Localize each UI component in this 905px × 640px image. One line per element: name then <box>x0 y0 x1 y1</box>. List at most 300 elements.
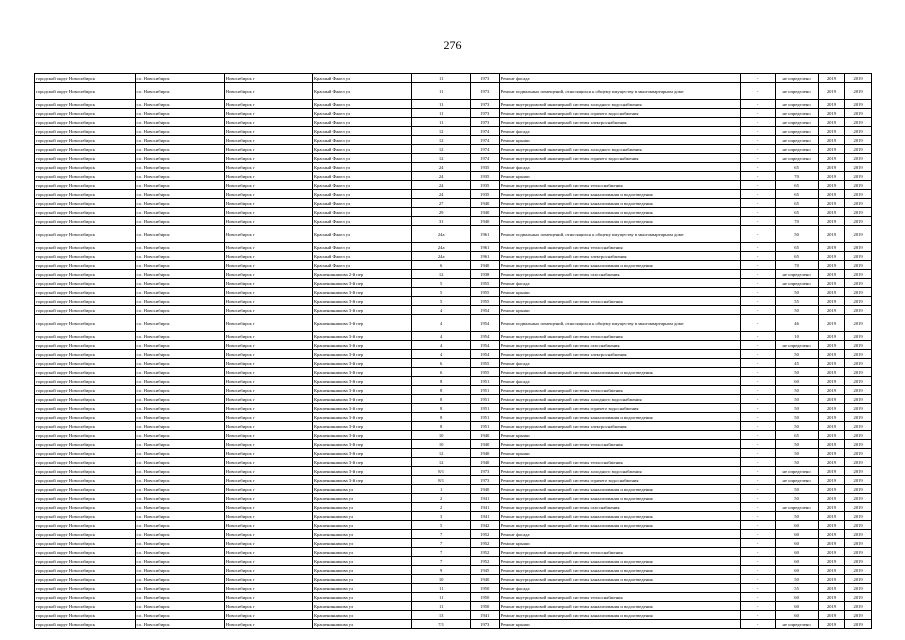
table-cell: городской округ Новосибирск <box>35 476 136 485</box>
table-cell: Красный Факел ул <box>312 181 411 190</box>
table-cell: городской округ Новосибирск <box>35 359 136 368</box>
table-cell: 1951 <box>470 386 499 395</box>
table-cell: 2019 <box>845 252 872 261</box>
table-cell: 60 <box>775 593 818 602</box>
table-cell: Ремонт внутридомовой инженерной системы теплоснабжения <box>499 386 740 395</box>
table-cell: 2019 <box>818 503 845 512</box>
table-cell: 1974 <box>470 127 499 136</box>
table-cell: 1961 <box>470 226 499 243</box>
table-cell: 1950 <box>470 593 499 602</box>
table-cell: городской округ Новосибирск <box>35 485 136 494</box>
table-cell: 2019 <box>845 226 872 243</box>
table-cell: 1973 <box>470 100 499 109</box>
table-cell: Новосибирск г <box>224 127 312 136</box>
table-cell: 2019 <box>818 359 845 368</box>
table-cell: Ремонт внутридомовой инженерной системы канализования и водоотведения <box>499 199 740 208</box>
table-cell: Крашенинникова 3-й пер <box>312 297 411 306</box>
table-cell: не определено <box>775 83 818 100</box>
table-cell: 2019 <box>845 341 872 350</box>
table-cell: Красный Факел ул <box>312 172 411 181</box>
table-cell: Красный Факел ул <box>312 145 411 154</box>
table-cell: - <box>740 584 775 593</box>
table-cell: 7 <box>412 557 470 566</box>
table-cell: Новосибирск г <box>224 154 312 163</box>
table-cell: городской округ Новосибирск <box>35 539 136 548</box>
table-cell: 2019 <box>845 494 872 503</box>
table-cell: Новосибирск г <box>224 602 312 611</box>
table-cell: Новосибирск г <box>224 136 312 145</box>
table-cell: 2019 <box>845 440 872 449</box>
table-cell: Новосибирск г <box>224 584 312 593</box>
table-cell: 24а <box>412 252 470 261</box>
table-cell: 50 <box>775 458 818 467</box>
table-cell: г.о. Новосибирск <box>135 350 224 359</box>
table-cell: Крашенинникова 3-й пер <box>312 377 411 386</box>
table-cell: Новосибирск г <box>224 611 312 620</box>
table-cell: 2019 <box>845 83 872 100</box>
table-cell: Новосибирск г <box>224 74 312 83</box>
table-cell: 1973 <box>470 620 499 629</box>
table-row <box>35 279 872 288</box>
table-cell: г.о. Новосибирск <box>135 485 224 494</box>
table-cell: 1954 <box>470 341 499 350</box>
table-cell: 60 <box>775 557 818 566</box>
table-cell: 29 <box>412 208 470 217</box>
table-row <box>35 252 872 261</box>
table-cell: 2019 <box>845 431 872 440</box>
table-cell: Ремонт подвальных помещений, относящихся к общему имуществу в многоквартирном доме <box>499 226 740 243</box>
table-cell: г.о. Новосибирск <box>135 620 224 629</box>
table-cell: - <box>740 83 775 100</box>
table-cell: - <box>740 136 775 145</box>
table-cell: 55 <box>775 297 818 306</box>
table-cell: Крашенинникова ул <box>312 575 411 584</box>
table-cell: Новосибирск г <box>224 575 312 584</box>
table-cell: Ремонт крыши <box>499 306 740 315</box>
table-cell: 2019 <box>845 449 872 458</box>
table-cell: не определено <box>775 154 818 163</box>
table-cell: г.о. Новосибирск <box>135 118 224 127</box>
table-cell: 60 <box>775 566 818 575</box>
table-cell: 1954 <box>470 306 499 315</box>
table-cell: 1941 <box>470 611 499 620</box>
table-cell: 2019 <box>818 440 845 449</box>
table-cell: городской округ Новосибирск <box>35 208 136 217</box>
table-row <box>35 190 872 199</box>
table-cell: г.о. Новосибирск <box>135 539 224 548</box>
table-cell: - <box>740 100 775 109</box>
table-cell: 2019 <box>845 217 872 226</box>
table-cell: Новосибирск г <box>224 404 312 413</box>
table-cell: Ремонт внутридомовой инженерной системы теплоснабжения <box>499 181 740 190</box>
table-cell: городской округ Новосибирск <box>35 341 136 350</box>
table-cell: 1952 <box>470 548 499 557</box>
table-cell: Крашенинникова ул <box>312 566 411 575</box>
table-cell: 65 <box>775 208 818 217</box>
table-cell: Крашенинникова 3-й пер <box>312 350 411 359</box>
table-cell: 24а <box>412 243 470 252</box>
table-cell: не определено <box>775 127 818 136</box>
table-cell: 2019 <box>845 270 872 279</box>
table-cell: 65 <box>775 431 818 440</box>
table-cell: г.о. Новосибирск <box>135 297 224 306</box>
table-cell: 2019 <box>845 575 872 584</box>
table-cell: Новосибирск г <box>224 449 312 458</box>
table-cell: 2019 <box>845 190 872 199</box>
table-cell: городской округ Новосибирск <box>35 217 136 226</box>
table-cell: Красный Факел ул <box>312 190 411 199</box>
table-cell: 11 <box>412 118 470 127</box>
table-cell: - <box>740 145 775 154</box>
table-row <box>35 404 872 413</box>
table-cell: 12 <box>412 458 470 467</box>
table-cell: 27 <box>412 199 470 208</box>
table-row <box>35 548 872 557</box>
table-cell: Ремонт крыши <box>499 136 740 145</box>
table-row <box>35 521 872 530</box>
table-cell: городской округ Новосибирск <box>35 172 136 181</box>
table-cell: Новосибирск г <box>224 100 312 109</box>
table-cell: 2019 <box>845 279 872 288</box>
table-cell: 2019 <box>845 288 872 297</box>
table-cell: Крашенинникова ул <box>312 593 411 602</box>
table-cell: 2019 <box>845 154 872 163</box>
table-cell: Новосибирск г <box>224 386 312 395</box>
table-cell: Ремонт крыши <box>499 539 740 548</box>
table-cell: 10 <box>775 332 818 341</box>
table-cell: - <box>740 602 775 611</box>
table-cell: 1954 <box>470 315 499 332</box>
table-cell: городской округ Новосибирск <box>35 431 136 440</box>
table-cell: 2019 <box>845 530 872 539</box>
table-cell: Новосибирск г <box>224 539 312 548</box>
table-cell: - <box>740 530 775 539</box>
table-cell: 1950 <box>470 602 499 611</box>
table-cell: 2019 <box>818 377 845 386</box>
table-cell: Ремонт внутридомовой инженерной системы канализования и водоотведения <box>499 208 740 217</box>
table-row <box>35 208 872 217</box>
table-cell: 2019 <box>818 557 845 566</box>
table-row <box>35 386 872 395</box>
table-cell: Ремонт внутридомовой инженерной системы теплоснабжения <box>499 458 740 467</box>
table-cell: Крашенинникова ул <box>312 584 411 593</box>
table-cell: 2019 <box>845 404 872 413</box>
table-cell: 8 <box>412 422 470 431</box>
table-row <box>35 512 872 521</box>
table-cell: 2019 <box>845 485 872 494</box>
table-cell: не определено <box>775 100 818 109</box>
table-cell: Новосибирск г <box>224 476 312 485</box>
table-cell: городской округ Новосибирск <box>35 306 136 315</box>
table-cell: Новосибирск г <box>224 413 312 422</box>
table-cell: - <box>740 154 775 163</box>
table-cell: г.о. Новосибирск <box>135 100 224 109</box>
table-cell: Новосибирск г <box>224 350 312 359</box>
table-cell: 12 <box>412 136 470 145</box>
table-cell: 31 <box>412 217 470 226</box>
table-cell: 2019 <box>818 163 845 172</box>
table-row <box>35 136 872 145</box>
table-cell: 1940 <box>470 440 499 449</box>
table-cell: 1952 <box>470 557 499 566</box>
table-cell: Красный Факел ул <box>312 74 411 83</box>
table-cell: 2019 <box>818 575 845 584</box>
table-cell: 2019 <box>818 431 845 440</box>
table-cell: Ремонт фасада <box>499 377 740 386</box>
table-cell: г.о. Новосибирск <box>135 306 224 315</box>
table-cell: 6 <box>412 368 470 377</box>
table-cell: 65 <box>775 243 818 252</box>
table-cell: Новосибирск г <box>224 566 312 575</box>
table-cell: Ремонт внутридомовой инженерной системы канализования и водоотведения <box>499 557 740 566</box>
table-cell: городской округ Новосибирск <box>35 566 136 575</box>
table-row <box>35 467 872 476</box>
table-cell: Ремонт фасада <box>499 279 740 288</box>
table-row <box>35 109 872 118</box>
table-cell: Крашенинникова 3-й пер <box>312 359 411 368</box>
table-cell: 1940 <box>470 199 499 208</box>
table-cell: 2019 <box>845 136 872 145</box>
table-cell: - <box>740 494 775 503</box>
table-cell: 24 <box>412 163 470 172</box>
table-cell: городской округ Новосибирск <box>35 422 136 431</box>
table-cell: Ремонт внутридомовой инженерной системы канализования и водоотведения <box>499 512 740 521</box>
table-cell: 2019 <box>818 74 845 83</box>
table-cell: 2019 <box>818 620 845 629</box>
table-cell: 2019 <box>818 306 845 315</box>
table-cell: Ремонт внутридомовой инженерной системы теплоснабжения <box>499 297 740 306</box>
table-cell: - <box>740 226 775 243</box>
table-cell: Крашенинникова ул <box>312 494 411 503</box>
table-cell: Новосибирск г <box>224 306 312 315</box>
table-cell: 50 <box>775 413 818 422</box>
table-cell: 2019 <box>845 74 872 83</box>
table-cell: 2019 <box>818 395 845 404</box>
table-cell: городской округ Новосибирск <box>35 548 136 557</box>
table-cell: городской округ Новосибирск <box>35 109 136 118</box>
table-cell: 2019 <box>818 297 845 306</box>
table-cell: 2019 <box>845 539 872 548</box>
table-cell: г.о. Новосибирск <box>135 136 224 145</box>
table-cell: 2019 <box>845 359 872 368</box>
table-cell: 2019 <box>818 288 845 297</box>
table-cell: 2019 <box>845 199 872 208</box>
table-cell: Ремонт внутридомовой инженерной системы электроснабжения <box>499 422 740 431</box>
table-cell: 1938 <box>470 270 499 279</box>
table-cell: Новосибирск г <box>224 377 312 386</box>
table-cell: 12 <box>412 270 470 279</box>
table-cell: не определено <box>775 620 818 629</box>
table-cell: Красный Факел ул <box>312 83 411 100</box>
table-cell: г.о. Новосибирск <box>135 109 224 118</box>
table-cell: городской округ Новосибирск <box>35 154 136 163</box>
table-row <box>35 440 872 449</box>
table-cell: г.о. Новосибирск <box>135 199 224 208</box>
table-cell: - <box>740 315 775 332</box>
table-cell: - <box>740 422 775 431</box>
table-cell: 7 <box>412 539 470 548</box>
table-cell: - <box>740 404 775 413</box>
table-cell: - <box>740 368 775 377</box>
table-row <box>35 127 872 136</box>
table-cell: г.о. Новосибирск <box>135 584 224 593</box>
table-cell: городской округ Новосибирск <box>35 226 136 243</box>
table-cell: Крашенинникова 3-й пер <box>312 395 411 404</box>
table-cell: - <box>740 279 775 288</box>
table-cell: 2019 <box>845 476 872 485</box>
table-cell: Крашенинникова ул <box>312 512 411 521</box>
table-cell: Ремонт внутридомовой инженерной системы канализования и водоотведения <box>499 190 740 199</box>
table-cell: 2019 <box>845 109 872 118</box>
table-cell: городской округ Новосибирск <box>35 386 136 395</box>
table-cell: Ремонт внутридомовой инженерной системы теплоснабжения <box>499 548 740 557</box>
table-cell: 1955 <box>470 368 499 377</box>
table-cell: городской округ Новосибирск <box>35 163 136 172</box>
table-cell: 2019 <box>845 332 872 341</box>
table-cell: г.о. Новосибирск <box>135 332 224 341</box>
table-cell: Новосибирск г <box>224 530 312 539</box>
table-cell: Ремонт внутридомовой инженерной системы горячего водоснабжения <box>499 154 740 163</box>
table-cell: 1954 <box>470 332 499 341</box>
table-cell: Красный Факел ул <box>312 154 411 163</box>
table-cell: г.о. Новосибирск <box>135 181 224 190</box>
table-cell: 12 <box>412 145 470 154</box>
table-cell: 2019 <box>845 467 872 476</box>
table-cell: городской округ Новосибирск <box>35 261 136 270</box>
table-cell: Ремонт внутридомовой инженерной системы канализования и водоотведения <box>499 611 740 620</box>
table-cell: городской округ Новосибирск <box>35 190 136 199</box>
table-cell: Новосибирск г <box>224 368 312 377</box>
table-cell: 1940 <box>470 449 499 458</box>
table-cell: 2019 <box>818 181 845 190</box>
table-cell: 2019 <box>818 566 845 575</box>
table-cell: Ремонт внутридомовой инженерной системы канализования и водоотведения <box>499 413 740 422</box>
table-cell: 1951 <box>470 377 499 386</box>
table-cell: городской округ Новосибирск <box>35 74 136 83</box>
table-row <box>35 341 872 350</box>
table-cell: г.о. Новосибирск <box>135 145 224 154</box>
table-cell: 2019 <box>845 413 872 422</box>
table-row <box>35 270 872 279</box>
table-cell: Ремонт внутридомовой инженерной системы горячего водоснабжения <box>499 476 740 485</box>
table-cell: 4 <box>412 350 470 359</box>
table-cell: 2019 <box>845 127 872 136</box>
table-cell: 5 <box>412 521 470 530</box>
table-row <box>35 566 872 575</box>
table-cell: 60 <box>775 530 818 539</box>
table-cell: Ремонт фасада <box>499 530 740 539</box>
table-cell: 2019 <box>845 350 872 359</box>
table-cell: 8/1 <box>412 476 470 485</box>
table-cell: Ремонт внутридомовой инженерной системы холодного водоснабжения <box>499 467 740 476</box>
table-cell: г.о. Новосибирск <box>135 190 224 199</box>
table-row <box>35 217 872 226</box>
table-cell: г.о. Новосибирск <box>135 315 224 332</box>
table-cell: Новосибирск г <box>224 548 312 557</box>
table-cell: Новосибирск г <box>224 440 312 449</box>
table-cell: 1951 <box>470 422 499 431</box>
table-cell: 1935 <box>470 172 499 181</box>
table-cell: 1955 <box>470 288 499 297</box>
table-cell: г.о. Новосибирск <box>135 243 224 252</box>
table-cell: Крашенинникова ул <box>312 503 411 512</box>
table-cell: 50 <box>775 288 818 297</box>
table-cell: г.о. Новосибирск <box>135 217 224 226</box>
table-cell: городской округ Новосибирск <box>35 467 136 476</box>
table-cell: 12 <box>412 154 470 163</box>
table-cell: 1973 <box>470 109 499 118</box>
table-cell: 1973 <box>470 74 499 83</box>
table-cell: 1940 <box>470 431 499 440</box>
table-cell: - <box>740 476 775 485</box>
table-cell: Крашенинникова 3-й пер <box>312 288 411 297</box>
table-cell: 2019 <box>818 341 845 350</box>
table-cell: - <box>740 270 775 279</box>
table-cell: Крашенинникова 3-й пер <box>312 386 411 395</box>
table-cell: городской округ Новосибирск <box>35 118 136 127</box>
table-cell: г.о. Новосибирск <box>135 431 224 440</box>
table-cell: Новосибирск г <box>224 341 312 350</box>
table-cell: 1940 <box>470 485 499 494</box>
table-cell: 1974 <box>470 136 499 145</box>
table-cell: - <box>740 350 775 359</box>
table-cell: Крашенинникова 3-й пер <box>312 315 411 332</box>
table-cell: 8 <box>412 395 470 404</box>
table-cell: не определено <box>775 270 818 279</box>
table-cell: - <box>740 118 775 127</box>
table-cell: городской округ Новосибирск <box>35 127 136 136</box>
table-cell: 1941 <box>470 512 499 521</box>
table-cell: 65 <box>775 163 818 172</box>
table-cell: Новосибирск г <box>224 512 312 521</box>
table-cell: 2 <box>412 503 470 512</box>
table-cell: 65 <box>775 190 818 199</box>
table-cell: Красный Факел ул <box>312 217 411 226</box>
table-row <box>35 181 872 190</box>
table-cell: - <box>740 261 775 270</box>
table-cell: Новосибирск г <box>224 217 312 226</box>
table-cell: 2019 <box>818 154 845 163</box>
table-cell: 1935 <box>470 181 499 190</box>
table-cell: Красный Факел ул <box>312 208 411 217</box>
table-row <box>35 306 872 315</box>
table-cell: 2019 <box>845 145 872 154</box>
table-cell: г.о. Новосибирск <box>135 566 224 575</box>
table-cell: 1935 <box>470 190 499 199</box>
table-cell: 2019 <box>845 602 872 611</box>
table-cell: Ремонт подвальных помещений, относящихся к общему имуществу в многоквартирном доме <box>499 315 740 332</box>
table-cell: 5 <box>412 297 470 306</box>
table-row <box>35 503 872 512</box>
table-cell: Новосибирск г <box>224 288 312 297</box>
table-cell: - <box>740 485 775 494</box>
table-cell: 2019 <box>818 458 845 467</box>
table-cell: 2019 <box>845 118 872 127</box>
table-cell: 2019 <box>818 593 845 602</box>
table-cell: городской округ Новосибирск <box>35 404 136 413</box>
table-cell: 1961 <box>470 243 499 252</box>
table-row <box>35 557 872 566</box>
table-row <box>35 226 872 243</box>
table-cell: Красный Факел ул <box>312 118 411 127</box>
table-cell: городской округ Новосибирск <box>35 449 136 458</box>
table-cell: Крашенинникова 2-й пер <box>312 270 411 279</box>
table-cell: - <box>740 243 775 252</box>
table-cell: - <box>740 449 775 458</box>
table-cell: 7/1 <box>412 620 470 629</box>
table-cell: Крашенинникова 3-й пер <box>312 368 411 377</box>
table-cell: 24 <box>412 190 470 199</box>
